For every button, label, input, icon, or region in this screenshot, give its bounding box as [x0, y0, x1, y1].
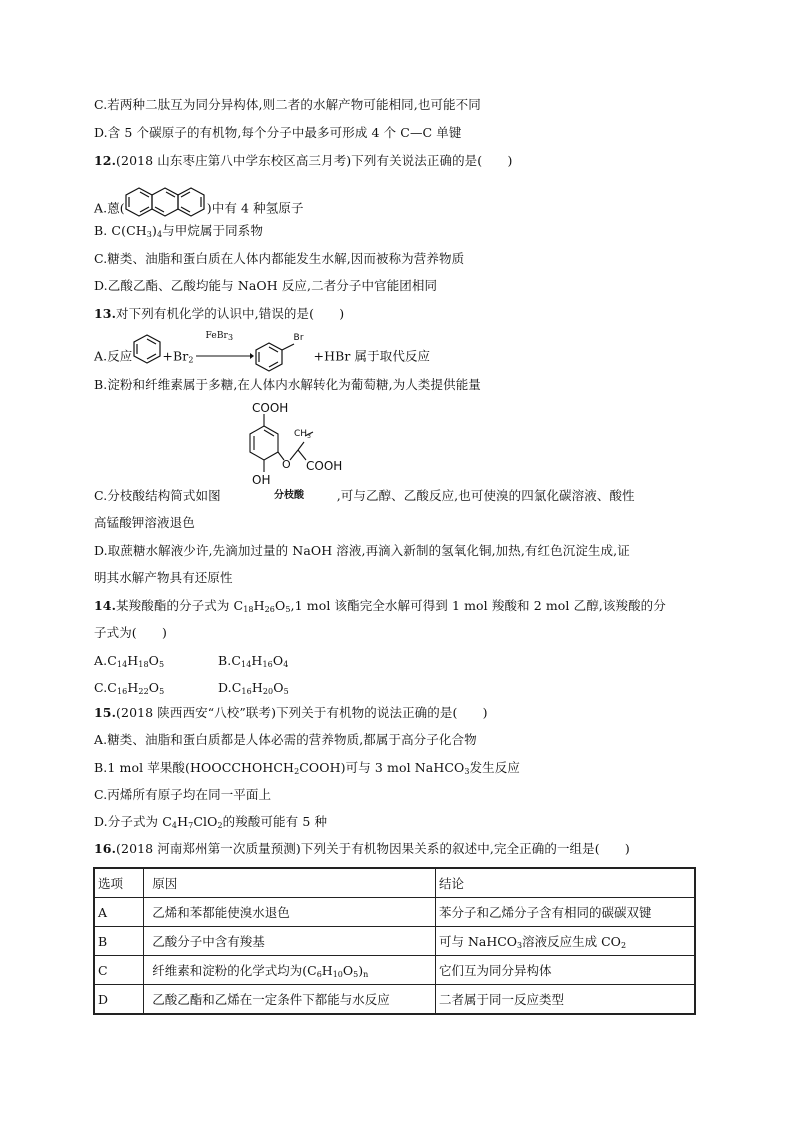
row-c-sub4: n	[363, 970, 369, 979]
q14-c-prefix: C.C	[94, 680, 117, 695]
q14-b-c: 14	[241, 660, 252, 669]
struct-cooh-top: COOH	[252, 401, 289, 415]
row-b-conclusion	[435, 927, 695, 956]
row-a-option: A	[94, 898, 144, 927]
q12-option-a	[94, 186, 304, 222]
q12-b-sub2: 4	[156, 230, 163, 239]
q12-number: 12.	[94, 153, 117, 168]
q14-c-o: 5	[159, 687, 165, 696]
q13-c-suffix: ,可与乙醇、乙酸反应,也可使溴的四氯化碳溶液、酸性	[336, 488, 635, 503]
q13-option-b: B.淀粉和纤维素属于多糖,在人体内水解转化为葡萄糖,为人类提供能量	[94, 377, 481, 392]
q14-a-prefix: A.C	[94, 653, 117, 668]
q16-stem	[94, 840, 630, 858]
q13-a-suffix: +HBr 属于取代反应	[313, 348, 431, 364]
row-c-cause-prefix: 纤维素和淀粉的化学式均为(C	[152, 963, 317, 978]
q14-a-c: 14	[116, 660, 128, 669]
header-cause: 原因	[144, 868, 436, 898]
q12-a-prefix: A.蒽(	[94, 200, 125, 216]
q14-b-o: 4	[283, 660, 289, 669]
table-row	[94, 985, 695, 1015]
q15-option-a: A.糖类、油脂和蛋白质都是人体必需的营养物质,都属于高分子化合物	[94, 732, 477, 747]
q12-stem	[94, 152, 512, 170]
q14-stem-a: 某羧酸酯的分子式为 C	[116, 598, 244, 613]
row-c-o: O	[342, 963, 354, 978]
q12-option-d: D.乙酸乙酯、乙酸均能与 NaOH 反应,二者分子中官能团相同	[94, 278, 438, 293]
struct-ch3-text: CH	[294, 429, 308, 439]
q14-stem-b: ,1 mol 该酯完全水解可得到 1 mol 羧酸和 2 mol 乙醇,该羧酸的分	[290, 598, 666, 613]
q15-stem-text: (2018 陕西西安“八校”联考)下列关于有机物的说法正确的是( )	[116, 705, 488, 720]
struct-ch3-sub: 3	[307, 433, 311, 440]
q12-b-mid: )	[151, 223, 157, 238]
header-option: 选项	[94, 868, 144, 898]
row-b-conc-sub2: 2	[620, 941, 627, 950]
q12-b-prefix: B. C(CH	[94, 223, 147, 238]
struct-o: O	[282, 458, 291, 471]
q13-option-c	[94, 487, 635, 505]
row-c-sub2: 10	[332, 970, 343, 979]
reaction-arrow	[194, 331, 254, 373]
q14-a-o: 5	[159, 660, 165, 669]
row-c-conclusion: 它们互为同分异构体	[435, 956, 695, 985]
q15-b-mid: COOH)可与 3 mol NaHCO	[299, 760, 465, 775]
table-row	[94, 898, 695, 927]
q15-d-sub1: 4	[171, 821, 178, 830]
q14-d-prefix: D.C	[218, 680, 242, 695]
q15-d-h: H	[177, 814, 189, 829]
row-b-option: B	[94, 927, 144, 956]
q14-option-a: $A.C_{14}H_{18}O_5$	[94, 653, 165, 669]
q12-b-suffix: 与甲烷属于同系物	[162, 223, 263, 238]
struct-caption: 分枝酸	[274, 490, 304, 501]
arrow-icon	[194, 341, 254, 373]
q16-number: 16.	[94, 841, 117, 856]
q16-stem-text: (2018 河南郑州第一次质量预测)下列关于有机物因果关系的叙述中,完全正确的一组是( )	[116, 841, 630, 856]
q15-d-sub2: 7	[188, 821, 194, 830]
row-b-cause: 乙酸分子中含有羧基	[144, 927, 436, 956]
q14-c-h: 22	[138, 687, 149, 696]
q14-sub-c: 18	[243, 605, 254, 614]
q13-c-prefix: C.分枝酸结构简式如图	[94, 488, 221, 503]
q15-b-sub1: 2	[294, 767, 300, 776]
q12-b-sub1: 3	[146, 230, 152, 239]
catalyst-text: FeBr	[205, 331, 228, 341]
q13-option-d-line1: D.取蔗糖水解液少许,先滴加过量的 NaOH 溶液,再滴入新制的氢氧化铜,加热,有红色沉淀生成,证	[94, 543, 630, 558]
bromobenzene-icon	[254, 341, 300, 373]
row-c-sub3: 5	[353, 970, 359, 979]
option-d-five-carbons: D.含 5 个碳原子的有机物,每个分子中最多可形成 4 个 C—C 单键	[94, 125, 462, 140]
q15-d-mid: ClO	[193, 814, 218, 829]
row-b-conc-mid: 溶液反应生成 CO	[522, 934, 621, 949]
q12-option-c: C.糖类、油脂和蛋白质在人体内都能发生水解,因而被称为营养物质	[94, 251, 465, 266]
q14-a-h: 18	[138, 660, 149, 669]
q14-d-c: 16	[241, 687, 252, 696]
row-c-close: )	[358, 963, 364, 978]
row-d-cause: 乙酸乙酯和乙烯在一定条件下都能与水反应	[144, 985, 436, 1015]
row-d-conclusion: 二者属于同一反应类型	[435, 985, 695, 1015]
benzene-ring-icon	[132, 333, 162, 381]
q13-option-d-line2: 明其水解产物具有还原性	[94, 570, 233, 585]
q14-b-prefix: B.C	[218, 653, 242, 668]
q14-option-c: $C.C_{16}H_{22}O_5$	[94, 680, 165, 696]
q14-h: H	[253, 598, 265, 613]
q12-stem-text: (2018 山东枣庄第八中学东校区高三月考)下列有关说法正确的是( )	[116, 153, 513, 168]
row-d-option: D	[94, 985, 144, 1015]
row-a-cause: 乙烯和苯都能使溴水退色	[144, 898, 436, 927]
q16-table	[93, 867, 696, 1015]
q14-c-c: 16	[116, 687, 128, 696]
q15-option-c: C.丙烯所有原子均在同一平面上	[94, 787, 272, 802]
row-a-conclusion: 苯分子和乙烯分子含有相同的碳碳双键	[435, 898, 695, 927]
q15-b-prefix: B.1 mol 苹果酸(HOOCCHOHCH	[94, 760, 295, 775]
q13-option-a	[94, 333, 430, 373]
q14-sub-o: 5	[285, 605, 291, 614]
q15-b-suffix: 发生反应	[469, 760, 520, 775]
q14-d-o: 5	[283, 687, 289, 696]
q14-d-h: 20	[262, 687, 274, 696]
q14-option-b: $B.C_{14}H_{16}O_4$	[218, 653, 289, 669]
q12-option-b	[94, 222, 263, 244]
table-header-row	[94, 868, 695, 898]
row-b-conc-prefix: 可与 NaHCO	[438, 934, 518, 949]
q15-d-sub3: 2	[217, 821, 223, 830]
q13-a-plus-br: +Br	[162, 348, 189, 364]
row-c-h: H	[321, 963, 333, 978]
q15-stem	[94, 704, 488, 722]
q14-stem-line1	[94, 597, 666, 619]
q15-option-d	[94, 813, 327, 835]
q13-stem	[94, 305, 344, 323]
q15-b-sub2: 3	[464, 767, 470, 776]
row-b-conc-sub: 3	[517, 941, 523, 950]
option-c-dipeptides: C.若两种二肽互为同分异构体,则二者的水解产物可能相同,也可能不同	[94, 97, 481, 112]
q14-b-h: 16	[262, 660, 273, 669]
row-c-cause	[144, 956, 436, 985]
q15-d-prefix: D.分子式为 C	[94, 814, 172, 829]
row-c-sub1: 6	[316, 970, 322, 979]
catalyst-sub: 3	[227, 333, 234, 342]
q13-number: 13.	[94, 306, 117, 321]
q14-o: O	[274, 598, 286, 613]
q13-a-br-sub: 2	[188, 355, 194, 365]
q14-stem-line2: 子式为( )	[94, 625, 167, 640]
q14-sub-h: 26	[264, 605, 275, 614]
q15-option-b	[94, 759, 520, 781]
table-row	[94, 956, 695, 985]
product-br-label: Br	[293, 333, 304, 343]
q15-d-suffix: 的羧酸可能有 5 种	[222, 814, 328, 829]
row-c-option: C	[94, 956, 144, 985]
q14-option-d: $D.C_{16}H_{20}O_5$	[218, 680, 289, 696]
q15-number: 15.	[94, 705, 117, 720]
struct-cooh-side: COOH	[306, 459, 343, 473]
struct-ch3	[294, 429, 311, 440]
table-row	[94, 927, 695, 956]
q13-stem-text: 对下列有机化学的认识中,错误的是( )	[116, 306, 345, 321]
struct-oh: OH	[252, 473, 271, 487]
q14-options-row1	[94, 652, 288, 674]
header-conclusion: 结论	[435, 868, 695, 898]
q14-number: 14.	[94, 598, 117, 613]
q13-option-c-line2: 高锰酸钾溶液退色	[94, 515, 195, 530]
q14-options-row2	[94, 679, 289, 701]
q12-a-suffix: )中有 4 种氢原子	[206, 200, 304, 216]
bromobenzene-structure	[254, 333, 314, 373]
q13-a-prefix: A.反应	[94, 348, 133, 364]
